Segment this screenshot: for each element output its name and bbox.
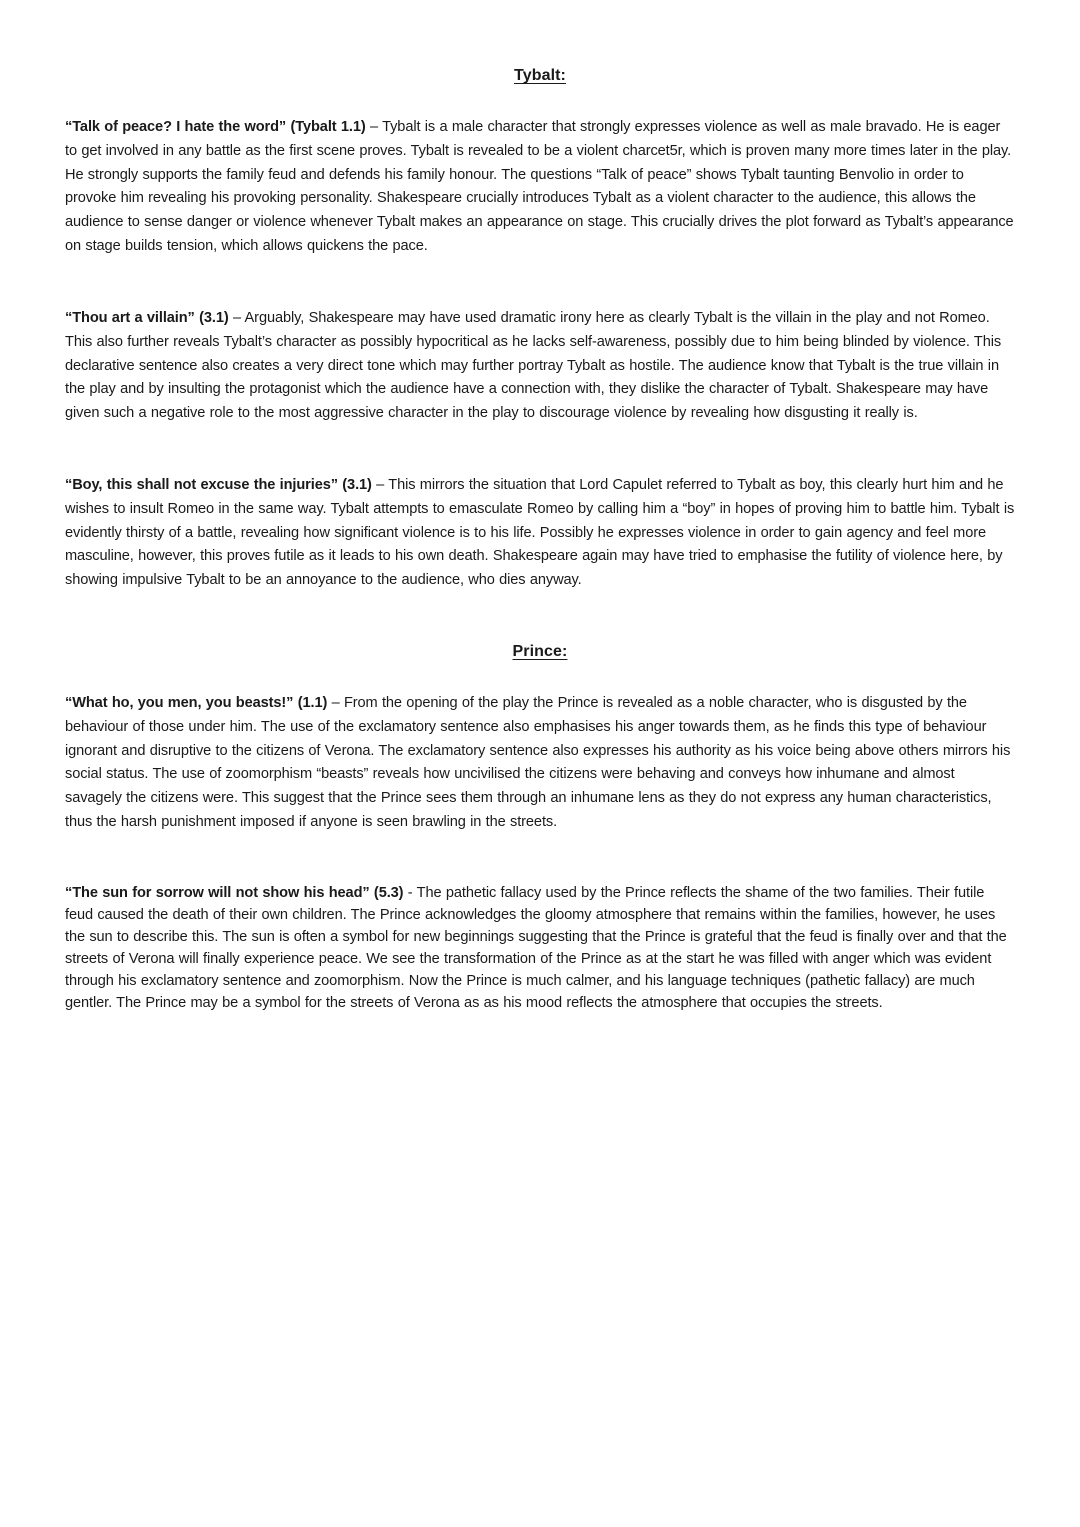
prince-analysis-2: - The pathetic fallacy used by the Prince reflects the shame of the two families. Their futile feud caused the death of their own children. The Prince acknowledges the gloomy atmosphere that remains within the families, however, he uses the sun to describe this. The sun is often a symbol for new beginnings suggesting that the Prince is grateful that the feud is finally over and that the streets of Verona will finally experience peace. We see the transformation of the Prince as at the start he was filled with anger which was evident through his exclamatory sentence and zoomorphism. Now the Prince is much calmer, and his language techniques (pathetic fallacy) are much gentler. The Prince may be a symbol for the streets of Verona as as his mood reflects the atmosphere that occupies the streets. xyxy=(65,885,1007,1011)
prince-paragraph-1 xyxy=(65,692,1015,835)
tybalt-analysis-1: – Tybalt is a male character that strongly expresses violence as well as male bravado. He is eager to get involved in any battle as the first scene proves. Tybalt is revealed to be a violent charcet5r, which is proven many more times later in the play. He strongly supports the family feud and defends his family honour. The questions “Talk of peace” shows Tybalt taunting Benvolio in order to provoke him revealing his provoking personality. Shakespeare crucially introduces Tybalt as a violent character to the audience, this allows the audience to sense danger or violence whenever Tybalt makes an appearance on stage. This crucially drives the plot forward as Tybalt’s appearance on stage builds tension, which allows quickens the pace. xyxy=(65,119,1014,254)
prince-quote-1: “What ho, you men, you beasts!” (1.1) xyxy=(65,695,328,711)
tybalt-analysis-2: – Arguably, Shakespeare may have used dramatic irony here as clearly Tybalt is the villain in the play and not Romeo. This also further reveals Tybalt’s character as possibly hypocritical as he lacks self-awareness, possibly due to him being blinded by violence. This declarative sentence also creates a very direct tone which may further portray Tybalt as hostile. The audience know that Tybalt is the true villain in the play and by insulting the protagonist which the audience have a connection with, they dislike the character of Tybalt. Shakespeare may have given such a negative role to the most aggressive character in the play to discourage violence by revealing how disgusting it really is. xyxy=(65,310,1002,422)
tybalt-heading: Tybalt: xyxy=(514,67,566,84)
tybalt-paragraph-2 xyxy=(65,307,1015,426)
tybalt-quote-3: “Boy, this shall not excuse the injuries” (3.1) xyxy=(65,477,372,493)
tybalt-analysis-3: – This mirrors the situation that Lord Capulet referred to Tybalt as boy, this clearly hurt him and he wishes to insult Romeo in the same way. Tybalt attempts to emasculate Romeo by calling him a “boy” in hopes of proving him to battle him. Tybalt is evidently thirsty of a battle, revealing how significant violence is to his life. Possibly he expresses violence in order to gain agency and feel more masculine, however, this proves futile as it leads to his own death. Shakespeare again may have tried to emphasise the futility of violence here, by showing impulsive Tybalt to be an annoyance to the audience, who dies anyway. xyxy=(65,477,1015,589)
prince-analysis-1: – From the opening of the play the Prince is revealed as a noble character, who is disgusted by the behaviour of those under him. The use of the exclamatory sentence also emphasises his anger towards them, as he finds this type of behaviour ignorant and disruptive to the citizens of Verona. The exclamatory sentence also expresses his authority as his voice being above others mirrors his social status. The use of zoomorphism “beasts” reveals how uncivilised the citizens were behaving and conveys how inhumane and almost savagely the citizens were. This suggest that the Prince sees them through an inhumane lens as they do not express any human characteristics, thus the harsh punishment imposed if anyone is seen brawling in the streets. xyxy=(65,695,1011,830)
prince-quote-2: “The sun for sorrow will not show his head” (5.3) xyxy=(65,885,404,901)
prince-paragraph-2 xyxy=(65,882,1015,1014)
tybalt-paragraph-3 xyxy=(65,474,1015,593)
prince-heading: Prince: xyxy=(512,643,568,660)
tybalt-quote-2: “Thou art a villain” (3.1) xyxy=(65,310,229,326)
tybalt-paragraph-1 xyxy=(65,116,1015,259)
tybalt-quote-1: “Talk of peace? I hate the word” (Tybalt 1.1) xyxy=(65,119,366,135)
